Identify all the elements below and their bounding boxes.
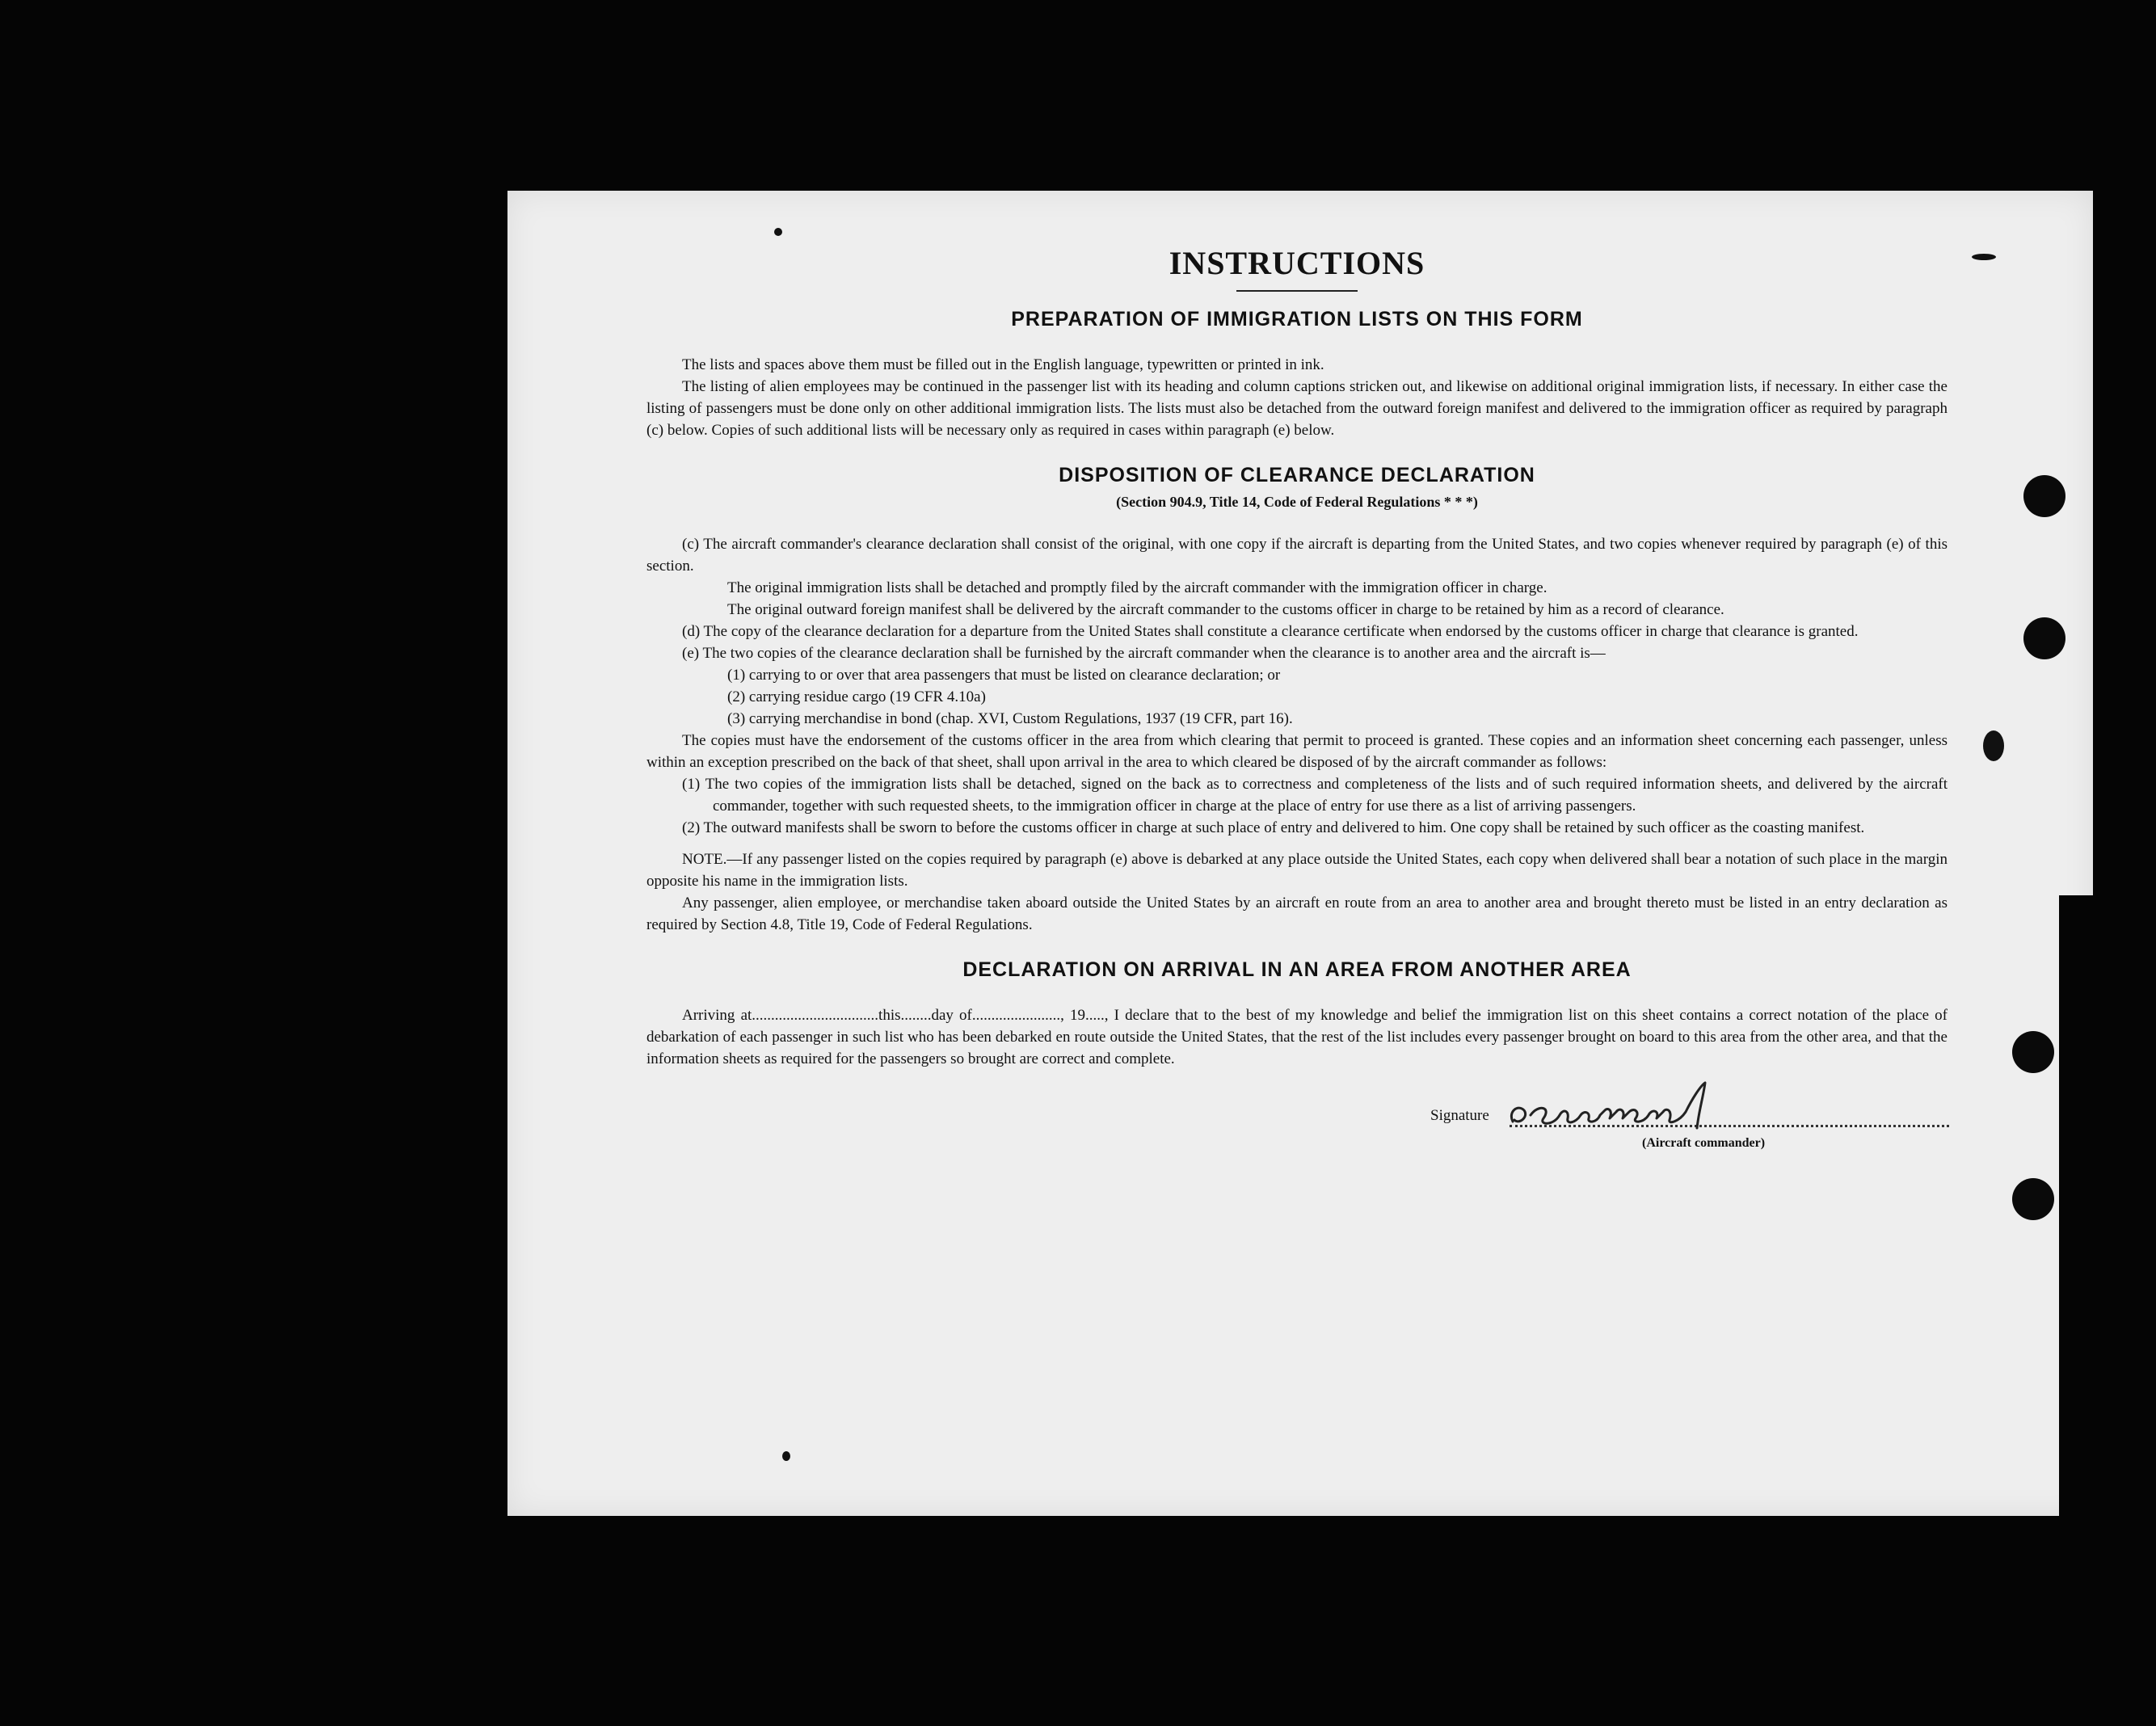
- section-subheading: (Section 904.9, Title 14, Code of Federal Regulations * * *): [1116, 494, 1478, 510]
- ink-speck: [782, 1451, 790, 1461]
- paragraph: The original immigration lists shall be detached and promptly filed by the aircraft commander with the immigration officer in charge.: [727, 579, 1548, 596]
- list-item: (2) The outward manifests shall be sworn to before the customs officer in charge at such place of entry and delivered to him. One copy shall be retained by such officer as the coasting manifest.: [682, 819, 1865, 836]
- paragraph: The copies must have the endorsement of the customs officer in the area from which clearing that permit to proceed is granted. These copies and an information sheet concerning each passenger, unless within an exception prescribed on the back of that sheet, shall upon arrival in the area to which cleared be disposed of by the aircraft commander as follows:: [646, 732, 1948, 771]
- note-paragraph: NOTE.—If any passenger listed on the copies required by paragraph (e) above is debarked at any place outside the United States, each copy when delivered shall bear a notation of such place in the margin opposite his name in the immigration lists.: [646, 851, 1948, 890]
- signature-block: [646, 1086, 1948, 1150]
- section-heading-preparation: PREPARATION OF IMMIGRATION LISTS ON THIS FORM: [1011, 308, 1583, 330]
- section-heading-declaration: DECLARATION ON ARRIVAL IN AN AREA FROM ANOTHER AREA: [962, 958, 1632, 981]
- binder-hole-4: [2012, 1178, 2054, 1220]
- paragraph: The original outward foreign manifest shall be delivered by the aircraft commander to the customs officer in charge to be retained by him as a record of clearance.: [727, 601, 1724, 618]
- paragraph-c: (c) The aircraft commander's clearance declaration shall consist of the original, with one copy if the aircraft is departing from the United States, and two copies whenever required by paragraph (e) of this section.: [646, 536, 1948, 575]
- binder-hole-2: [2023, 617, 2065, 659]
- paragraph-e: (e) The two copies of the clearance declaration shall be furnished by the aircraft commander when the clearance is to another area and the aircraft is—: [682, 645, 1606, 662]
- form-page: [507, 191, 2093, 1516]
- binder-hole-1: [2023, 475, 2065, 517]
- signature-label: Signature: [1430, 1107, 1489, 1124]
- page-title: INSTRUCTIONS: [1169, 245, 1425, 281]
- ink-speck: [774, 228, 782, 236]
- list-item: (3) carrying merchandise in bond (chap. XVI, Custom Regulations, 1937 (19 CFR, part 16).: [727, 710, 1293, 727]
- signature-caption: (Aircraft commander): [1642, 1136, 1766, 1150]
- list-item: (1) The two copies of the immigration lists shall be detached, signed on the back as to correctness and completeness of the lists and of such required information sheets, and delivered by the aircraft commander, together with such requested sheets, to the immigration officer in charge at the place of entry for use there as a list of arriving passengers.: [682, 776, 1948, 815]
- paragraph-d: (d) The copy of the clearance declaration for a departure from the United States shall constitute a clearance certificate when endorsed by the customs officer in charge that clearance is granted.: [682, 623, 1859, 640]
- ink-blot: [1983, 730, 2004, 761]
- handwritten-signature: [1506, 1080, 1749, 1136]
- section-heading-disposition: DISPOSITION OF CLEARANCE DECLARATION: [1059, 464, 1535, 486]
- torn-edge-shadow: [2059, 895, 2095, 1516]
- ink-speck: [1972, 254, 1996, 260]
- list-item: (2) carrying residue cargo (19 CFR 4.10a): [727, 688, 986, 705]
- title-underline: [1236, 290, 1358, 292]
- paragraph: The lists and spaces above them must be filled out in the English language, typewritten or printed in ink.: [682, 356, 1324, 373]
- paragraph: The listing of alien employees may be continued in the passenger list with its heading and column captions stricken out, and likewise on additional original immigration lists, if necessary. In either case the listing of passengers must be done only on other additional immigration lists. The lists must also be detached from the outward foreign manifest and delivered to the immigration officer as required by paragraph (c) below. Copies of such additional lists will be necessary only as required in cases within paragraph (e) below.: [646, 378, 1948, 439]
- list-item: (1) carrying to or over that area passengers that must be listed on clearance declaration; or: [727, 667, 1281, 684]
- binder-hole-3: [2012, 1031, 2054, 1073]
- declaration-paragraph: Arriving at.................................this........day of......................., 19....., I declare that to the best of my knowledge and belief the immigration list on this sheet contains a correct notation of the place of debarkation of each passenger in such list who has been debarked en route outside the United States, that the rest of the list includes every passenger brought on board to this area from the other area, and that the information sheets as required for the passengers so brought are correct and complete.: [646, 1007, 1948, 1067]
- paragraph: Any passenger, alien employee, or merchandise taken aboard outside the United States by an aircraft en route from an area to another area and brought thereto must be listed in an entry declaration as required by Section 4.8, Title 19, Code of Federal Regulations.: [646, 895, 1948, 933]
- instructions-body: [646, 244, 1948, 1150]
